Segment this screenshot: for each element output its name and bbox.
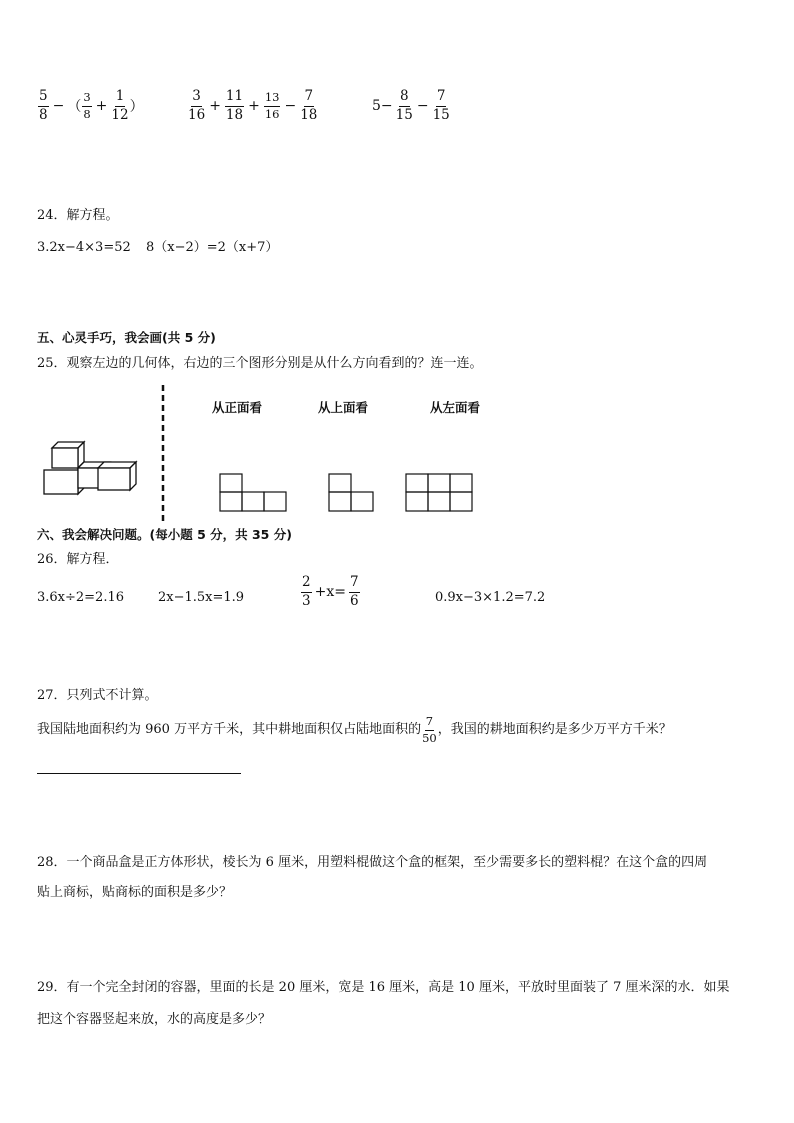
- q24-title: 24．解方程。: [37, 208, 119, 223]
- q23-expression-1: $\frac{5}{8}$ − （ $\frac{3}{8}$ + $\frac{1}{12}$ ）: [39, 88, 144, 123]
- q25-label-top-view: 从上面看: [318, 400, 369, 415]
- q29-line-2: 把这个容器竖起来放，水的高度是多少？: [37, 1012, 272, 1027]
- q23-expression-2: $\frac{3}{16}$ + $\frac{11}{18}$ + $\frac{13}{16}$ − $\frac{7}{18}$: [188, 88, 318, 123]
- q26-equation-1: 3.6x÷2=2.16: [37, 590, 125, 605]
- q27-text-before: 我国陆地面积约为 960 万平方千米，其中耕地面积仅占陆地面积的: [37, 722, 422, 737]
- q25-dashed-divider: [160, 385, 166, 525]
- q26-equation-2: 2x−1.5x=1.9: [158, 590, 245, 605]
- q28-line-2: 贴上商标，贴商标的面积是多少？: [37, 885, 233, 900]
- q23-expression-3: 5− $\frac{8}{15}$ − $\frac{7}{15}$: [372, 88, 450, 123]
- q27-question: [37, 716, 672, 744]
- q27-fraction: $\frac{7}{50}$: [422, 714, 437, 745]
- q25-label-front-view: 从正面看: [212, 400, 263, 415]
- q27-text-after: ，我国的耕地面积约是多少万平方千米？: [437, 722, 672, 737]
- q27-answer-line: [37, 773, 241, 774]
- q27-title: 27．只列式不计算。: [37, 688, 158, 703]
- q28-line-1: 28．一个商品盒是正方体形状，棱长为 6 厘米，用塑料棍做这个盒的框架，至少需要多长的塑料棍？在这个盒的四周: [37, 855, 708, 870]
- section-6-heading: 六、我会解决问题。(每小题 5 分，共 35 分): [37, 527, 292, 542]
- q25-view-figure-1: [219, 473, 289, 513]
- q24-equation-2: 8（x−2）=2（x+7）: [146, 240, 279, 255]
- section-5-heading: 五、心灵手巧，我会画(共 5 分): [37, 330, 216, 345]
- q25-title: 25．观察左边的几何体，右边的三个图形分别是从什么方向看到的？连一连。: [37, 356, 483, 371]
- q25-view-figure-2: [328, 473, 378, 513]
- q26-equation-4: 0.9x−3×1.2=7.2: [435, 590, 546, 605]
- q25-cube-solid: [40, 440, 142, 500]
- q25-view-figure-3: [405, 473, 477, 513]
- q26-title: 26．解方程．: [37, 552, 119, 567]
- q26-equation-3: $\frac{2}{3}$ +x= $\frac{7}{6}$: [302, 574, 359, 609]
- q24-equation-1: 3.2x−4×3=52: [37, 240, 131, 255]
- q25-label-left-view: 从左面看: [430, 400, 481, 415]
- q29-line-1: 29．有一个完全封闭的容器，里面的长是 20 厘米，宽是 16 厘米，高是 10 厘米，平放时里面装了 7 厘米深的水．如果: [37, 980, 730, 995]
